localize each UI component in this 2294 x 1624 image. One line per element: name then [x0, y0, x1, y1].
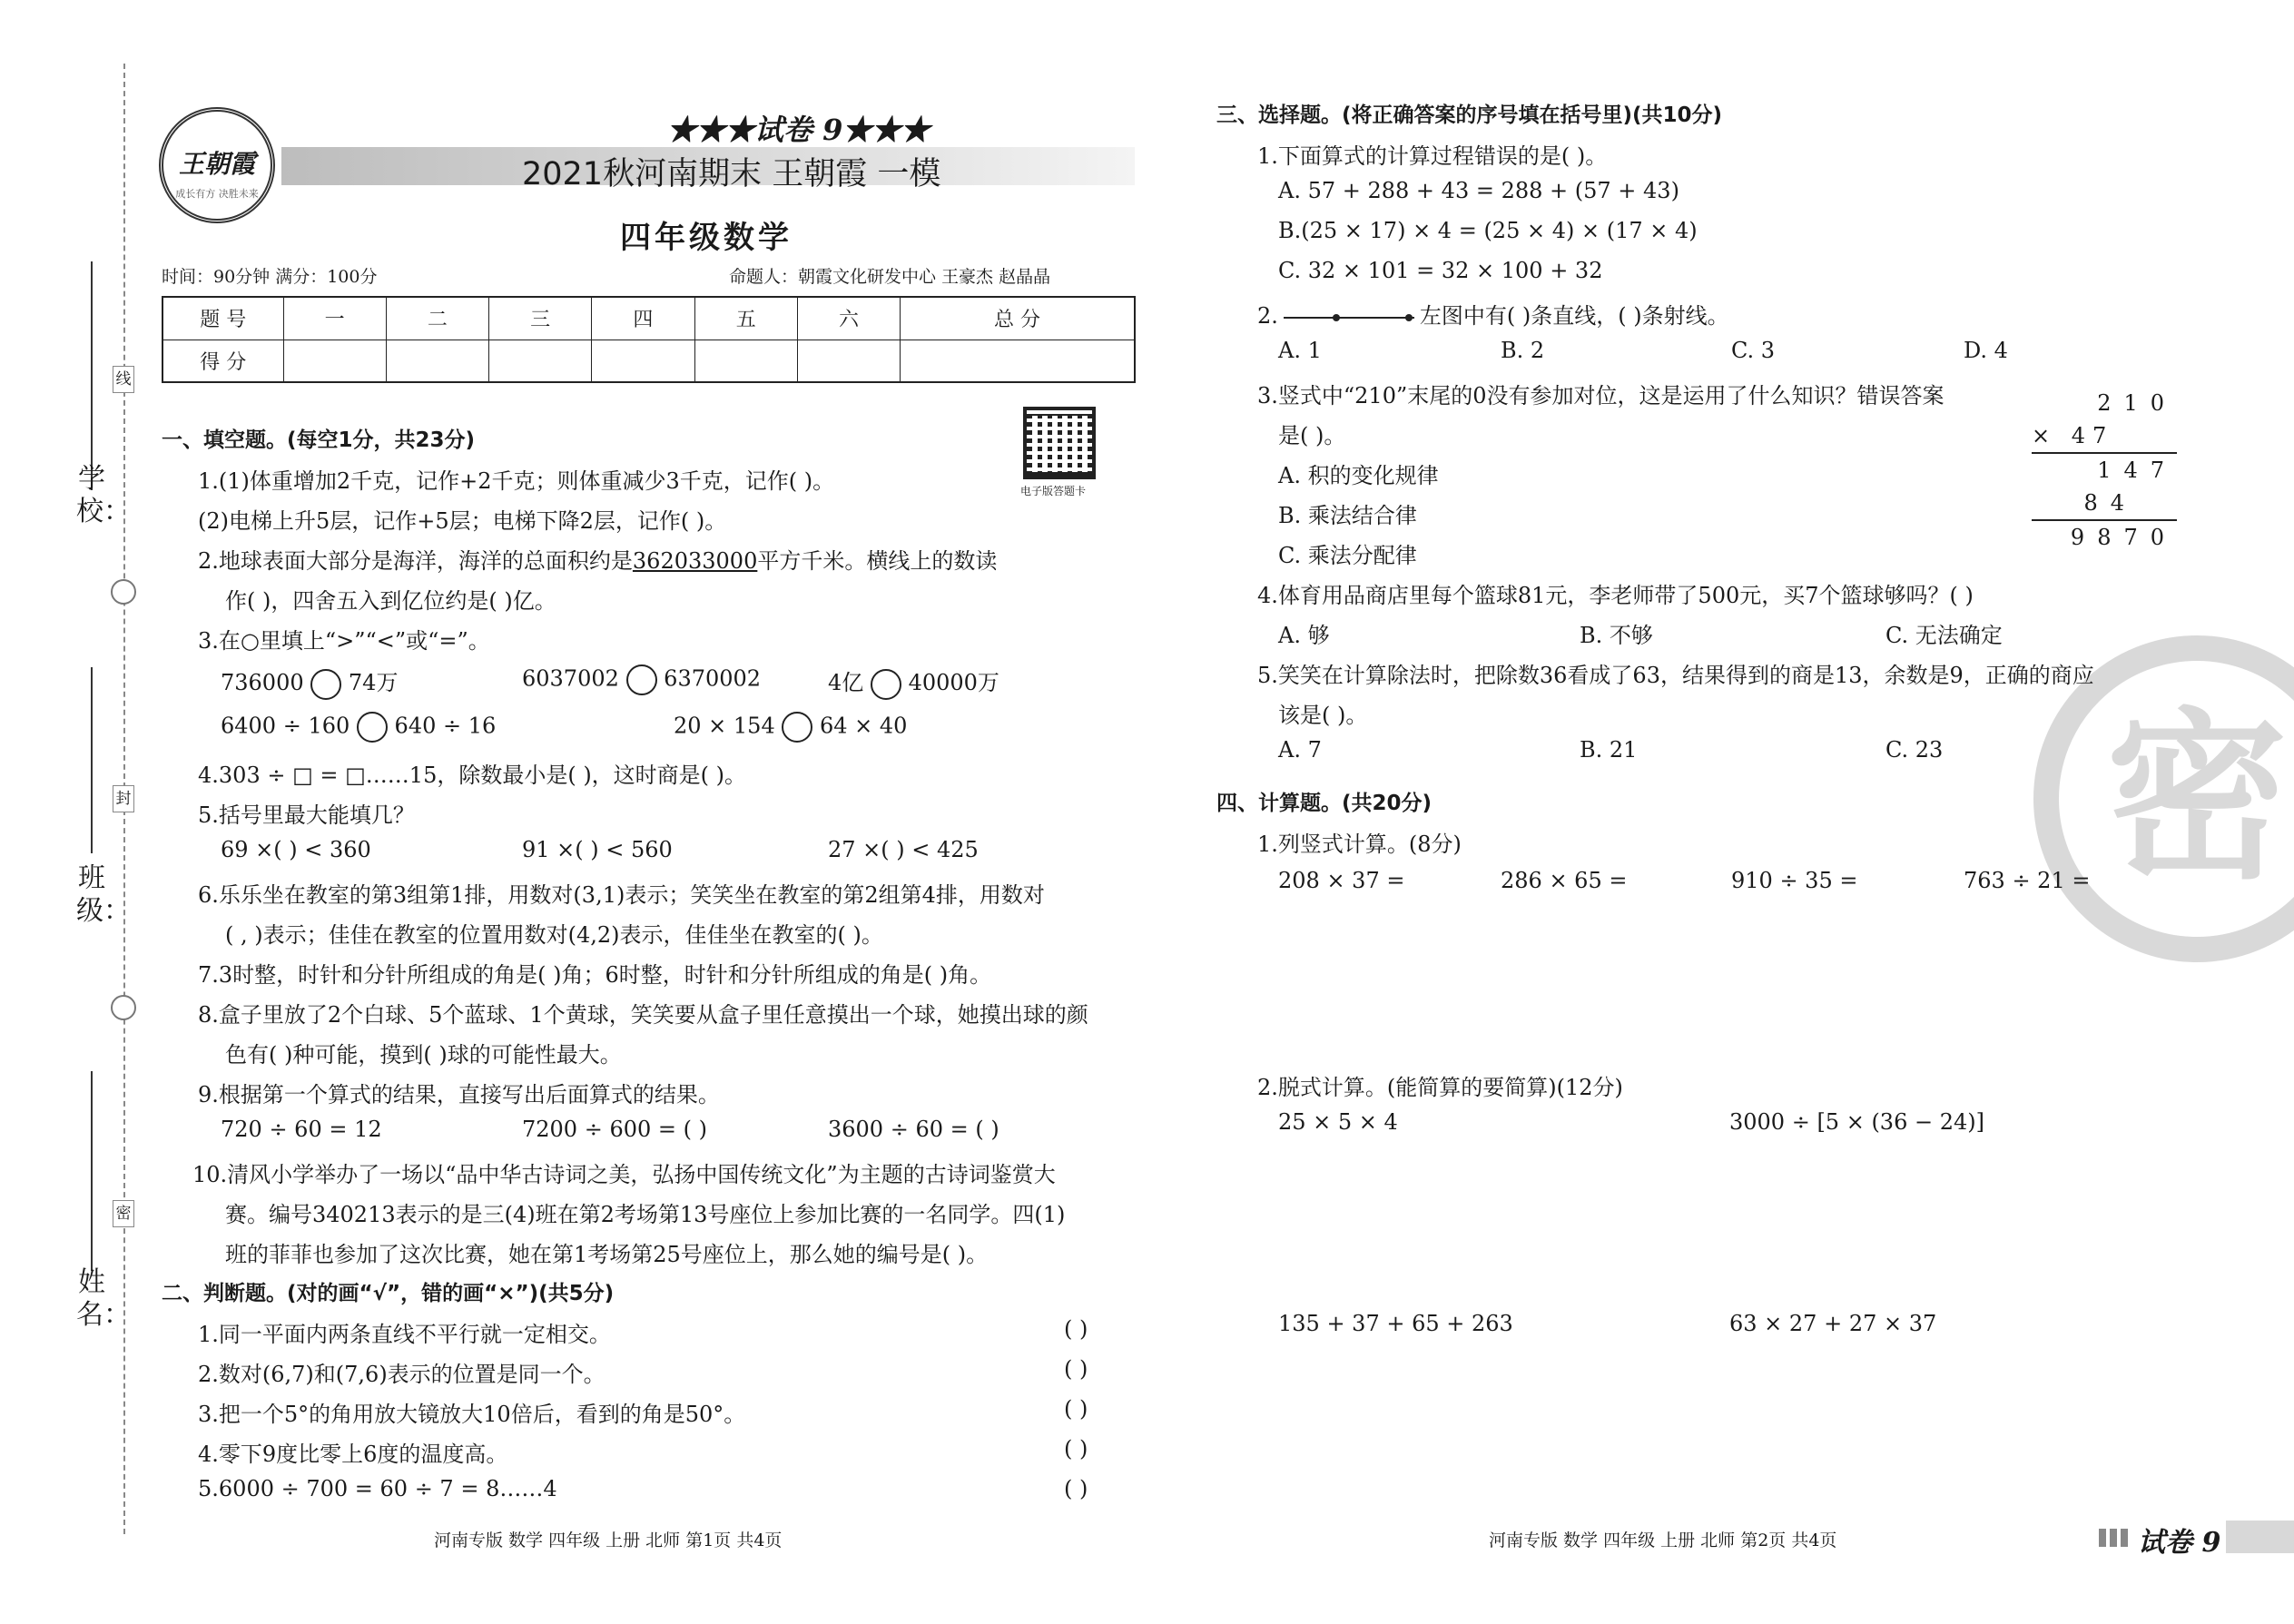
judge-answer[interactable]: ( ) [1064, 1476, 1088, 1501]
footer-page-2: 河南专版 数学 四年级 上册 北师 第2页 共4页 [1489, 1530, 1837, 1550]
choice-5-b: B. 21 [1580, 737, 1638, 763]
choice-2-d: D. 4 [1964, 338, 2008, 363]
corner-bar [2226, 1521, 2294, 1553]
score-cell: 二 [386, 297, 488, 340]
paper-number: ★★★试卷 9★★★ [667, 113, 930, 147]
choice-3-a: A. 积的变化规律 [1278, 463, 1439, 488]
choice-5-a: A. 7 [1278, 737, 1322, 763]
score-input[interactable] [386, 340, 488, 382]
choice-4: 4.体育用品商店里每个篮球81元，李老师带了500元，买7个篮球够吗？( ) [1257, 583, 1974, 608]
score-cell: 总 分 [901, 297, 1135, 340]
qr-caption: 电子版答题卡 [1020, 485, 1087, 497]
choice-4-b: B. 不够 [1580, 623, 1653, 648]
school-label: 学校： [76, 463, 131, 527]
vcalc-row: 147 [2097, 458, 2177, 483]
score-cell: 题 号 [162, 297, 283, 340]
choice-2-a: A. 1 [1278, 338, 1322, 363]
choice-4-c: C. 无法确定 [1885, 623, 2003, 648]
binding-key-mi: 密 [113, 1200, 134, 1227]
choice-3-c: C. 乘法分配律 [1278, 543, 1417, 568]
class-underline [91, 667, 93, 853]
calc-1-b: 286 × 65 = [1501, 868, 1628, 893]
name-label: 姓名： [76, 1266, 131, 1331]
choice-1-a: A. 57 + 288 + 43 = 288 + (57 + 43) [1278, 178, 1679, 203]
score-cell: 四 [592, 297, 694, 340]
score-input[interactable] [592, 340, 694, 382]
compare-5: 20 × 154 64 × 40 [674, 712, 907, 743]
q9-a: 720 ÷ 60 = 12 [221, 1117, 382, 1142]
q10-line2: 赛。编号340213表示的是三(4)班在第2考场第13号座位上参加比赛的一名同学。四(1) [225, 1202, 1066, 1227]
choice-5-c: C. 23 [1885, 737, 1944, 763]
name-underline [91, 1071, 93, 1271]
logo-slogan: 成长有方 决胜未来 [175, 188, 259, 200]
choice-2-b: B. 2 [1501, 338, 1545, 363]
choice-5-line2: 该是( )。 [1278, 703, 1368, 728]
q1-1: 1.(1)体重增加2千克，记作+2千克；则体重减少3千克，记作( )。 [198, 468, 835, 494]
q1-2: (2)电梯上升5层，记作+5层；电梯下降2层，记作( )。 [198, 508, 727, 534]
logo-text: 王朝霞 [178, 149, 255, 179]
q5: 5.括号里最大能填几？ [198, 802, 415, 828]
exam-authors: 命题人：朝霞文化研发中心 王豪杰 赵晶晶 [729, 267, 1051, 287]
choice-1: 1.下面算式的计算过程错误的是( )。 [1257, 143, 1608, 169]
q9-b: 7200 ÷ 600 = ( ) [522, 1117, 707, 1142]
score-header-row [162, 297, 1135, 340]
compare-circle[interactable] [871, 669, 901, 700]
corner-pattern-icon [2099, 1529, 2132, 1547]
corner-paper-label: 试卷 9 [2138, 1527, 2221, 1559]
score-cell: 一 [283, 297, 386, 340]
judge-5: 5.6000 ÷ 700 = 60 ÷ 7 = 8……4 [198, 1476, 557, 1501]
choice-5: 5.笑笑在计算除法时，把除数36看成了63，结果得到的商是13，余数是9，正确的商应 [1257, 663, 2094, 688]
compare-circle[interactable] [626, 664, 657, 695]
calc-2-c: 135 + 37 + 65 + 263 [1278, 1311, 1513, 1336]
watermark-char: 密 [2105, 693, 2288, 904]
q5-c: 27 ×( ) < 425 [828, 837, 979, 862]
q5-a: 69 ×( ) < 360 [221, 837, 371, 862]
q9-c: 3600 ÷ 60 = ( ) [828, 1117, 999, 1142]
binding-hole-2 [111, 995, 136, 1020]
q5-b: 91 ×( ) < 560 [522, 837, 673, 862]
q10-line1: 10.清风小学举办了一场以“品中华古诗词之美，弘扬中国传统文化”为主题的古诗词鉴赏大 [192, 1162, 1056, 1187]
calc-1-title: 1.列竖式计算。(8分) [1257, 832, 1462, 857]
q8-line2: 色有( )种可能，摸到( )球的可能性最大。 [225, 1042, 622, 1068]
judge-1: 1.同一平面内两条直线不平行就一定相交。 [198, 1322, 611, 1347]
score-input[interactable] [694, 340, 797, 382]
judge-answer[interactable]: ( ) [1064, 1436, 1088, 1462]
q2-line2: 作( )，四舍五入到亿位约是( )亿。 [225, 588, 556, 614]
choice-3: 3.竖式中“210”末尾的0没有参加对位，这是运用了什么知识？错误答案 [1257, 383, 1944, 408]
judge-4: 4.零下9度比零上6度的温度高。 [198, 1442, 508, 1467]
brand-logo [159, 107, 275, 223]
choice-4-a: A. 够 [1278, 623, 1330, 648]
exam-time: 时间：90分钟 满分：100分 [162, 267, 378, 287]
compare-4: 6400 ÷ 160 640 ÷ 16 [221, 712, 496, 743]
binding-hole-1 [111, 579, 136, 605]
compare-circle[interactable] [357, 712, 388, 743]
compare-2: 6037002 6370002 [522, 664, 761, 695]
q4: 4.303 ÷ □ = □……15，除数最小是( )，这时商是( )。 [198, 763, 747, 788]
choice-1-b: B.(25 × 17) × 4 = (25 × 4) × (17 × 4) [1278, 218, 1698, 243]
q7: 7.3时整，时针和分针所组成的角是( )角；6时整，时针和分针所组成的角是( )角。 [198, 962, 992, 988]
class-label: 班级： [76, 862, 131, 927]
calc-2-b: 3000 ÷ [5 × (36 − 24)] [1729, 1109, 1984, 1135]
score-cell: 得 分 [162, 340, 283, 382]
calc-1-d: 763 ÷ 21 = [1964, 868, 2091, 893]
calc-2-title: 2.脱式计算。(能简算的要简算)(12分) [1257, 1075, 1623, 1100]
vcalc-row: 84 [2083, 490, 2137, 516]
choice-2-c: C. 3 [1731, 338, 1776, 363]
vcalc-row: 210 [2097, 390, 2177, 416]
q8-line1: 8.盒子里放了2个白球、5个蓝球、1个黄球，笑笑要从盒子里任意摸出一个球，她摸出球的颜 [198, 1002, 1088, 1028]
judge-answer[interactable]: ( ) [1064, 1356, 1088, 1382]
q2-text-a: 2.地球表面大部分是海洋，海洋的总面积约是 [198, 548, 633, 574]
section-2-title: 二、判断题。(对的画“√”，错的画“×”)(共5分) [162, 1282, 615, 1305]
judge-answer[interactable]: ( ) [1064, 1316, 1088, 1342]
calc-1-c: 910 ÷ 35 = [1731, 868, 1858, 893]
judge-answer[interactable]: ( ) [1064, 1396, 1088, 1422]
section-3-title: 三、选择题。(将正确答案的序号填在括号里)(共10分) [1216, 103, 1723, 127]
vcalc-row: × 47 [2032, 423, 2114, 448]
score-cell: 六 [797, 297, 900, 340]
judge-2: 2.数对(6,7)和(7,6)表示的位置是同一个。 [198, 1362, 605, 1387]
q2-line1 [198, 543, 997, 575]
q3: 3.在○里填上“>”“<”或“=”。 [198, 628, 490, 654]
calc-2-a: 25 × 5 × 4 [1278, 1109, 1398, 1135]
score-cell: 三 [489, 297, 592, 340]
vertical-multiplication [2032, 387, 2177, 554]
calc-2-d: 63 × 27 + 27 × 37 [1729, 1311, 1937, 1336]
subject-title: 四年级数学 [620, 220, 793, 256]
score-input[interactable] [901, 340, 1135, 382]
score-input[interactable] [489, 340, 592, 382]
binding-key-feng: 封 [113, 785, 134, 812]
qr-code-icon[interactable] [1023, 407, 1096, 479]
q2-number: 362033000 [632, 548, 758, 574]
compare-3: 4亿 40000万 [828, 664, 999, 700]
compare-circle[interactable] [782, 712, 812, 743]
section-1-title: 一、填空题。(每空1分，共23分) [162, 428, 476, 452]
binding-key-xian: 线 [113, 366, 134, 393]
choice-3-line2: 是( )。 [1278, 423, 1346, 448]
q9: 9.根据第一个算式的结果，直接写出后面算式的结果。 [198, 1082, 720, 1107]
choice-3-b: B. 乘法结合律 [1278, 503, 1417, 528]
judge-3: 3.把一个5°的角用放大镜放大10倍后，看到的角是50°。 [198, 1402, 746, 1427]
score-table [162, 296, 1136, 383]
score-cell: 五 [694, 297, 797, 340]
q6-line2: ( , )表示；佳佳在教室的位置用数对(4,2)表示，佳佳坐在教室的( )。 [225, 922, 883, 948]
line-figure-icon [1282, 309, 1416, 327]
choice-2: 2. 左图中有( )条直线，( )条射线。 [1257, 303, 1729, 329]
q2-text-b: 平方千米。横线上的数读 [757, 548, 998, 574]
choice-1-c: C. 32 × 101 = 32 × 100 + 32 [1278, 258, 1603, 283]
section-4-title: 四、计算题。(共20分) [1216, 792, 1433, 815]
compare-circle[interactable] [310, 669, 341, 700]
calc-1-a: 208 × 37 = [1278, 868, 1405, 893]
score-value-row [162, 340, 1135, 382]
q10-line3: 班的菲菲也参加了这次比赛，她在第1考场第25号座位上，那么她的编号是( )。 [225, 1242, 989, 1267]
footer-page-1: 河南专版 数学 四年级 上册 北师 第1页 共4页 [434, 1530, 783, 1550]
school-underline [91, 261, 93, 490]
compare-1: 736000 74万 [221, 664, 398, 700]
vcalc-row: 9870 [2070, 525, 2177, 550]
exam-title: 2021秋河南期末 王朝霞 一模 [522, 156, 941, 192]
score-input[interactable] [283, 340, 386, 382]
q6-line1: 6.乐乐坐在教室的第3组第1排，用数对(3,1)表示；笑笑坐在教室的第2组第4排，用数对 [198, 882, 1045, 908]
score-input[interactable] [797, 340, 900, 382]
